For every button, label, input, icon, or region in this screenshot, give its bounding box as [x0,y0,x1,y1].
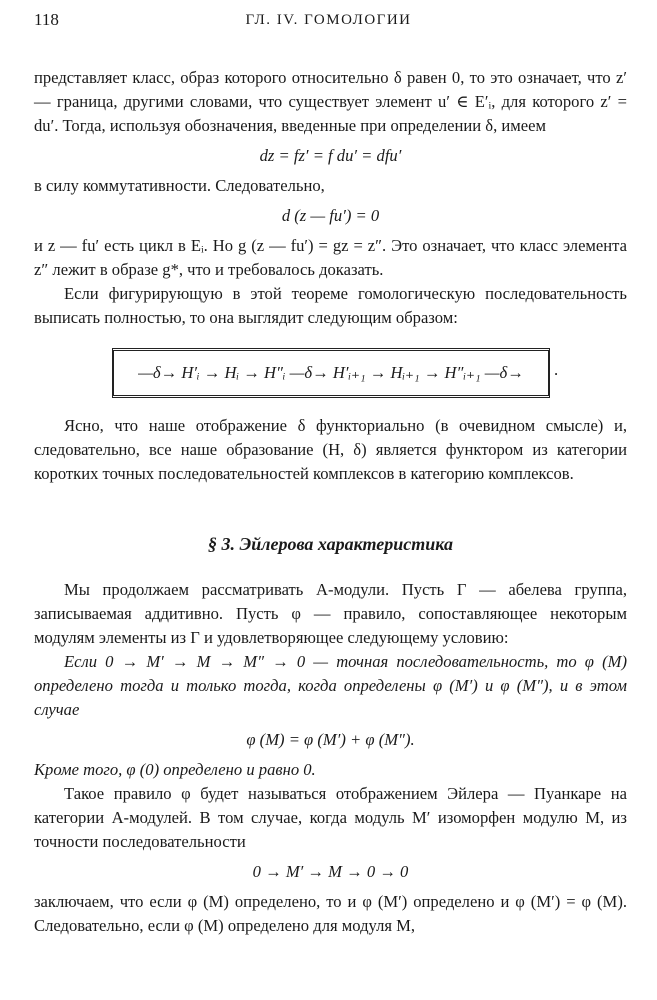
sequence-period: . [554,360,559,379]
running-head: ГЛ. IV. ГОМОЛОГИИ [245,12,412,28]
equation-2: d (z — fu′) = 0 [281,206,380,225]
paragraph-4: Если фигурирующую в этой теореме гомологическую последовательность выписать полностью, то она выглядит следующим образом: [34,284,627,327]
paragraph-8: Кроме того, φ (0) определено и равно 0. [34,760,316,779]
paragraph-5: Ясно, что наше отображение δ функториально (в очевидном смысле) и, следовательно, все наше образование (H, δ) является функтором из категории коротких точных последовательностей комплексов в категорию комплексов. [34,416,627,483]
page-number: 118 [34,10,59,29]
equation-1: dz = fz′ = f du′ = dfu′ [259,146,402,165]
section-title: § 3. Эйлерова характеристика [208,534,453,554]
paragraph-2: в силу коммутативности. Следовательно, [34,176,325,195]
sequence-box: —δ→ H′ᵢ → Hᵢ → H″ᵢ —δ→ H′ᵢ₊₁ → Hᵢ₊₁ → H″ᵢ₊₁ —δ→ [112,348,550,398]
homology-sequence [112,348,627,396]
page-body [34,66,627,938]
paragraph-3: и z — fu′ есть цикл в Eᵢ. Но g (z — fu′) = gz = z″. Это означает, что класс элемента z″ лежит в образе g*, что и требовалось доказать. [34,236,627,279]
equation-3: φ (M) = φ (M′) + φ (M″). [246,730,415,749]
equation-4: 0 → M′ → M → 0 → 0 [252,862,409,881]
paragraph-6: Мы продолжаем рассматривать A-модули. Пусть Γ — абелева группа, записываемая аддитивно. Пусть φ — правило, сопоставляющее некоторым модулям элементы из Γ и удовлетворяющее следующему условию: [34,580,627,647]
paragraph-9: Такое правило φ будет называться отображением Эйлера — Пуанкаре на категории A-модулей. В том случае, когда модуль M′ изоморфен модулю M, из точности последовательности [34,784,627,851]
paragraph-7: Если 0 → M′ → M → M″ → 0 — точная последовательность, то φ (M) определено тогда и только тогда, когда определены φ (M′) и φ (M″), и в этом случае [34,652,627,719]
page-header [34,10,623,34]
paragraph-1: представляет класс, образ которого относительно δ равен 0, то это означает, что z′ — граница, другими словами, что существует элемент u′ ∈ E′ᵢ, для которого z′ = du′. Тогда, используя обозначения, введенные при определении δ, имеем [34,68,627,135]
paragraph-10: заключаем, что если φ (M) определено, то и φ (M′) определено и φ (M′) = φ (M). Следовательно, если φ (M) определено для модуля M, [34,892,627,935]
